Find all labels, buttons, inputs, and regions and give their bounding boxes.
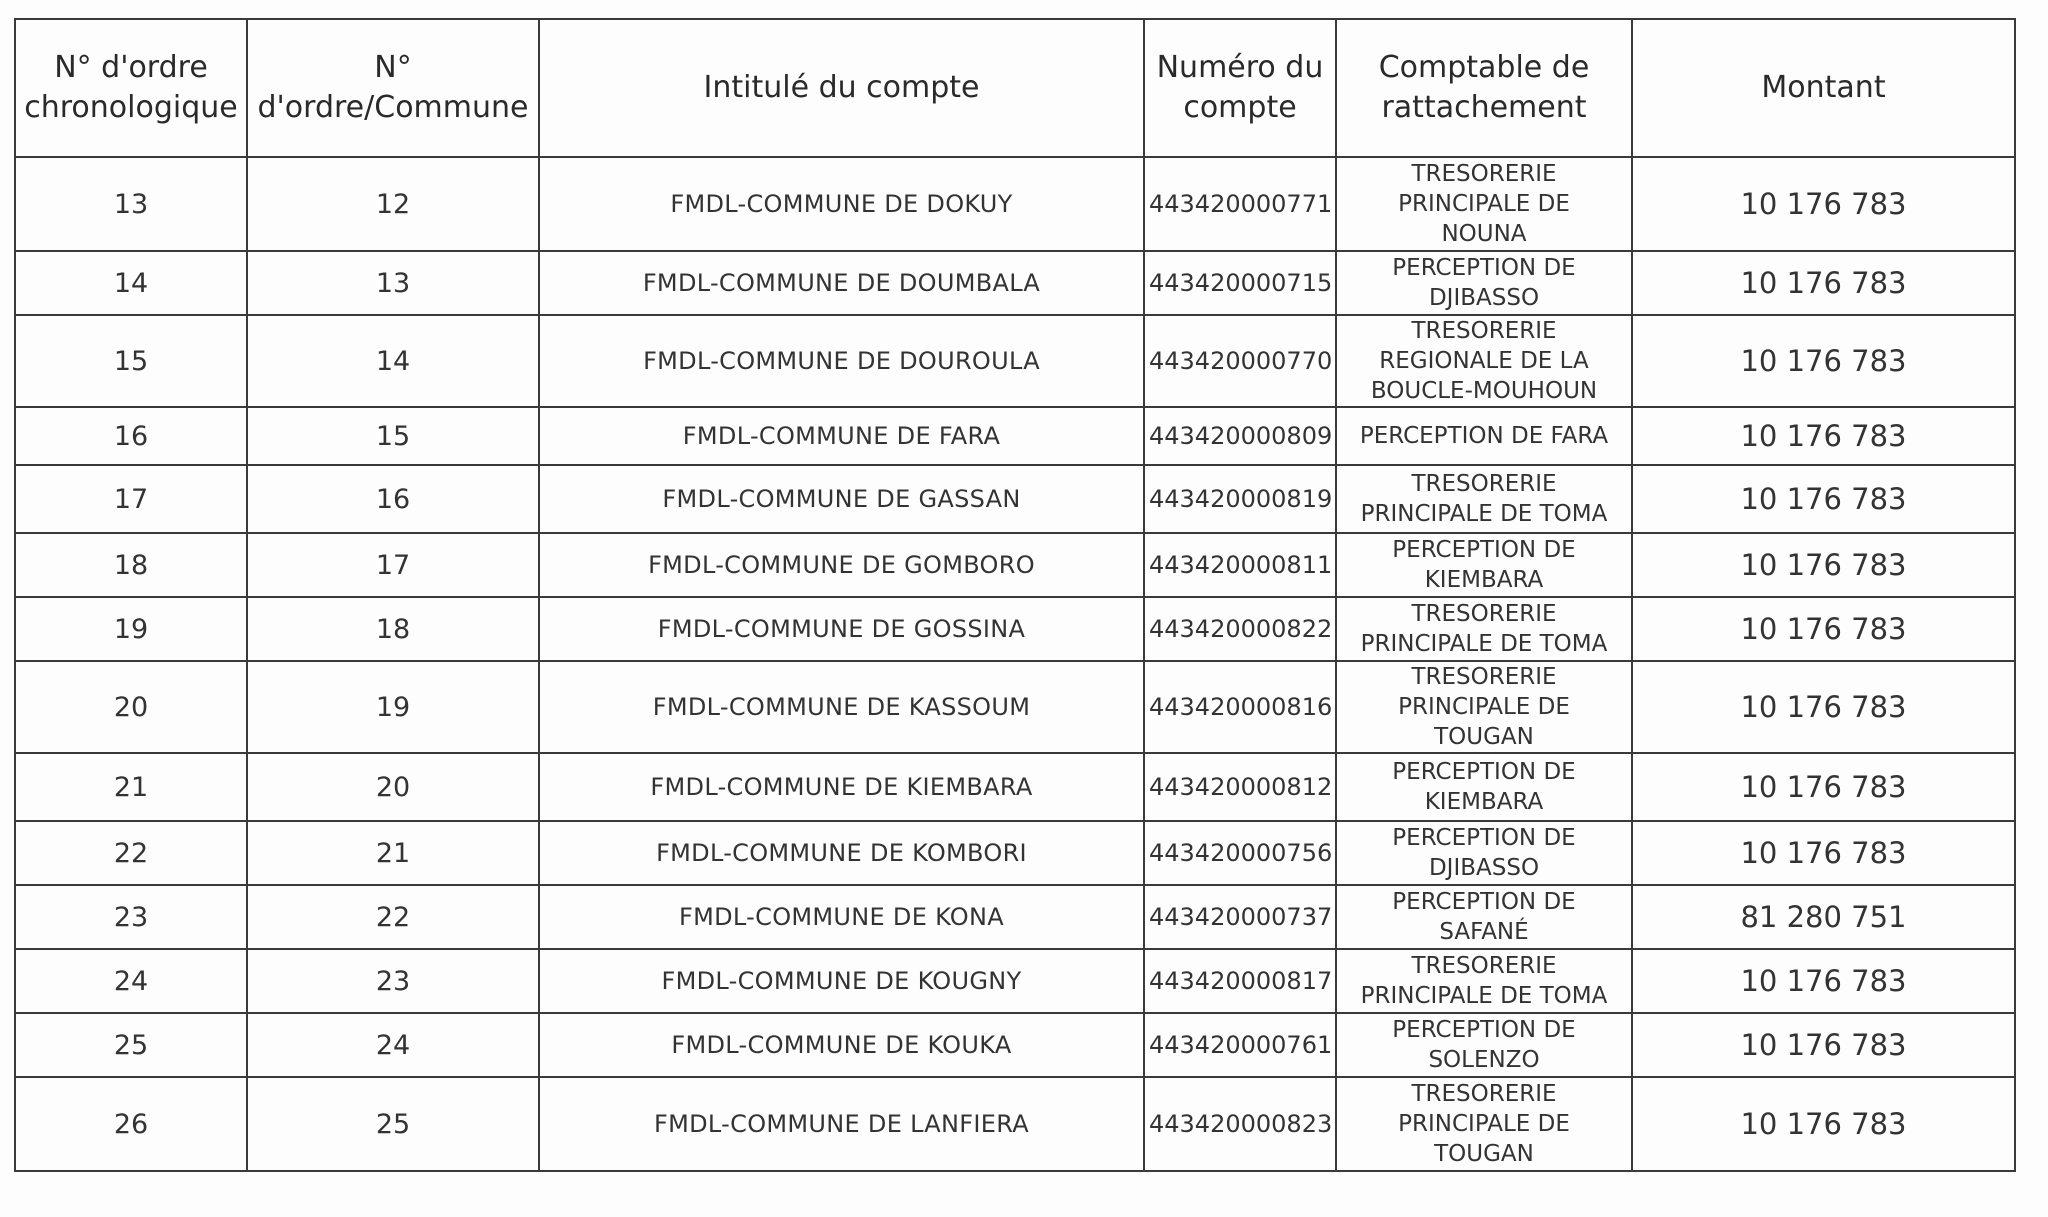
accounts-table — [14, 18, 2016, 1172]
chrono-order-cell: 18 — [15, 533, 247, 597]
table-row — [15, 821, 2015, 885]
comptable-cell — [1336, 821, 1632, 885]
header-number-line2: compte — [1183, 90, 1297, 125]
header-comptable — [1336, 19, 1632, 157]
commune-order-cell: 17 — [247, 533, 539, 597]
comptable-line: TRESORERIE — [1411, 1081, 1557, 1107]
amount-cell: 10 176 783 — [1632, 597, 2015, 661]
chrono-order-cell: 23 — [15, 885, 247, 949]
header-chrono-line2: chronologique — [24, 90, 238, 125]
comptable-line: PERCEPTION DE — [1392, 537, 1576, 563]
comptable-cell — [1336, 315, 1632, 407]
comptable-line: KIEMBARA — [1424, 789, 1544, 815]
table-row — [15, 251, 2015, 315]
account-number-cell: 443420000819 — [1144, 465, 1336, 533]
header-commune-line2: d'ordre/Commune — [257, 90, 529, 125]
comptable-line: KIEMBARA — [1424, 567, 1544, 593]
account-number-cell: 443420000737 — [1144, 885, 1336, 949]
account-number-cell: 443420000816 — [1144, 661, 1336, 753]
table-row — [15, 753, 2015, 821]
header-comptable-line2: rattachement — [1381, 90, 1587, 125]
header-chrono-line1: N° d'ordre — [54, 50, 208, 85]
comptable-cell — [1336, 885, 1632, 949]
comptable-cell — [1336, 1013, 1632, 1077]
account-number-cell: 443420000771 — [1144, 157, 1336, 251]
amount-cell: 81 280 751 — [1632, 885, 2015, 949]
comptable-line: PRINCIPALE DE TOMA — [1360, 501, 1608, 527]
commune-order-cell: 16 — [247, 465, 539, 533]
header-amount: Montant — [1632, 19, 2015, 157]
amount-cell: 10 176 783 — [1632, 157, 2015, 251]
header-row — [15, 19, 2015, 157]
chrono-order-cell: 13 — [15, 157, 247, 251]
table-row — [15, 1077, 2015, 1171]
table-row — [15, 597, 2015, 661]
header-account-title: Intitulé du compte — [539, 19, 1144, 157]
table-row — [15, 949, 2015, 1013]
account-title-cell: FMDL-COMMUNE DE DOUROULA — [539, 315, 1144, 407]
comptable-line: TOUGAN — [1434, 724, 1534, 750]
account-title-cell: FMDL-COMMUNE DE DOUMBALA — [539, 251, 1144, 315]
header-account-number — [1144, 19, 1336, 157]
account-title-cell: FMDL-COMMUNE DE KASSOUM — [539, 661, 1144, 753]
comptable-line: TRESORERIE — [1411, 318, 1557, 344]
header-comptable-line1: Comptable de — [1378, 50, 1590, 85]
comptable-line: TRESORERIE — [1411, 664, 1557, 690]
amount-cell: 10 176 783 — [1632, 1077, 2015, 1171]
chrono-order-cell: 17 — [15, 465, 247, 533]
chrono-order-cell: 21 — [15, 753, 247, 821]
comptable-line: SOLENZO — [1428, 1047, 1540, 1073]
comptable-line: NOUNA — [1441, 221, 1527, 247]
commune-order-cell: 14 — [247, 315, 539, 407]
account-title-cell: FMDL-COMMUNE DE GOMBORO — [539, 533, 1144, 597]
chrono-order-cell: 20 — [15, 661, 247, 753]
chrono-order-cell: 19 — [15, 597, 247, 661]
amount-cell: 10 176 783 — [1632, 533, 2015, 597]
chrono-order-cell: 26 — [15, 1077, 247, 1171]
comptable-line: PRINCIPALE DE — [1398, 694, 1570, 720]
commune-order-cell: 25 — [247, 1077, 539, 1171]
account-title-cell: FMDL-COMMUNE DE KOMBORI — [539, 821, 1144, 885]
table-row — [15, 315, 2015, 407]
comptable-line: PRINCIPALE DE — [1398, 1111, 1570, 1137]
account-number-cell: 443420000715 — [1144, 251, 1336, 315]
commune-order-cell: 23 — [247, 949, 539, 1013]
account-number-cell: 443420000770 — [1144, 315, 1336, 407]
account-title-cell: FMDL-COMMUNE DE KOUKA — [539, 1013, 1144, 1077]
comptable-cell — [1336, 407, 1632, 465]
table-header — [15, 19, 2015, 157]
comptable-line: PERCEPTION DE — [1392, 1017, 1576, 1043]
account-title-cell: FMDL-COMMUNE DE DOKUY — [539, 157, 1144, 251]
comptable-line: PERCEPTION DE — [1392, 759, 1576, 785]
table-row — [15, 885, 2015, 949]
commune-order-cell: 20 — [247, 753, 539, 821]
amount-cell: 10 176 783 — [1632, 1013, 2015, 1077]
commune-order-cell: 24 — [247, 1013, 539, 1077]
table-row — [15, 157, 2015, 251]
comptable-line: TRESORERIE — [1411, 601, 1557, 627]
comptable-line: PERCEPTION DE — [1392, 255, 1576, 281]
comptable-line: DJIBASSO — [1428, 285, 1540, 311]
comptable-cell — [1336, 661, 1632, 753]
chrono-order-cell: 14 — [15, 251, 247, 315]
header-commune-line1: N° — [374, 50, 412, 85]
account-title-cell: FMDL-COMMUNE DE GOSSINA — [539, 597, 1144, 661]
table-row — [15, 1013, 2015, 1077]
comptable-line: PERCEPTION DE — [1392, 889, 1576, 915]
amount-cell: 10 176 783 — [1632, 949, 2015, 1013]
amount-cell: 10 176 783 — [1632, 465, 2015, 533]
amount-cell: 10 176 783 — [1632, 407, 2015, 465]
table-row — [15, 533, 2015, 597]
table-row — [15, 465, 2015, 533]
comptable-line: PRINCIPALE DE TOMA — [1360, 983, 1608, 1009]
comptable-cell — [1336, 251, 1632, 315]
account-number-cell: 443420000756 — [1144, 821, 1336, 885]
chrono-order-cell: 16 — [15, 407, 247, 465]
comptable-line: TRESORERIE — [1411, 471, 1557, 497]
commune-order-cell: 12 — [247, 157, 539, 251]
account-title-cell: FMDL-COMMUNE DE LANFIERA — [539, 1077, 1144, 1171]
chrono-order-cell: 25 — [15, 1013, 247, 1077]
account-title-cell: FMDL-COMMUNE DE FARA — [539, 407, 1144, 465]
header-commune-order — [247, 19, 539, 157]
header-chrono-order — [15, 19, 247, 157]
chrono-order-cell: 22 — [15, 821, 247, 885]
comptable-cell — [1336, 1077, 1632, 1171]
commune-order-cell: 19 — [247, 661, 539, 753]
account-number-cell: 443420000812 — [1144, 753, 1336, 821]
account-number-cell: 443420000809 — [1144, 407, 1336, 465]
comptable-cell — [1336, 533, 1632, 597]
account-number-cell: 443420000822 — [1144, 597, 1336, 661]
chrono-order-cell: 15 — [15, 315, 247, 407]
account-title-cell: FMDL-COMMUNE DE KIEMBARA — [539, 753, 1144, 821]
header-number-line1: Numéro du — [1156, 50, 1324, 85]
commune-order-cell: 22 — [247, 885, 539, 949]
chrono-order-cell: 24 — [15, 949, 247, 1013]
table-row — [15, 407, 2015, 465]
amount-cell: 10 176 783 — [1632, 661, 2015, 753]
table-body — [15, 157, 2015, 1171]
commune-order-cell: 18 — [247, 597, 539, 661]
comptable-cell — [1336, 465, 1632, 533]
comptable-line: PERCEPTION DE FARA — [1359, 423, 1609, 449]
comptable-line: PRINCIPALE DE — [1398, 191, 1570, 217]
amount-cell: 10 176 783 — [1632, 753, 2015, 821]
account-title-cell: FMDL-COMMUNE DE KONA — [539, 885, 1144, 949]
amount-cell: 10 176 783 — [1632, 315, 2015, 407]
table-row — [15, 661, 2015, 753]
comptable-cell — [1336, 949, 1632, 1013]
amount-cell: 10 176 783 — [1632, 821, 2015, 885]
account-number-cell: 443420000811 — [1144, 533, 1336, 597]
commune-order-cell: 15 — [247, 407, 539, 465]
comptable-cell — [1336, 157, 1632, 251]
comptable-line: SAFANÉ — [1439, 919, 1529, 945]
comptable-line: TOUGAN — [1434, 1141, 1534, 1167]
comptable-line: TRESORERIE — [1411, 161, 1557, 187]
account-number-cell: 443420000817 — [1144, 949, 1336, 1013]
account-title-cell: FMDL-COMMUNE DE KOUGNY — [539, 949, 1144, 1013]
comptable-cell — [1336, 753, 1632, 821]
amount-cell: 10 176 783 — [1632, 251, 2015, 315]
account-number-cell: 443420000761 — [1144, 1013, 1336, 1077]
comptable-line: DJIBASSO — [1428, 855, 1540, 881]
comptable-line: PRINCIPALE DE TOMA — [1360, 631, 1608, 657]
comptable-line: TRESORERIE — [1411, 953, 1557, 979]
comptable-cell — [1336, 597, 1632, 661]
commune-order-cell: 13 — [247, 251, 539, 315]
account-number-cell: 443420000823 — [1144, 1077, 1336, 1171]
comptable-line: REGIONALE DE LA — [1379, 348, 1589, 374]
comptable-line: BOUCLE-MOUHOUN — [1370, 378, 1598, 404]
commune-order-cell: 21 — [247, 821, 539, 885]
account-title-cell: FMDL-COMMUNE DE GASSAN — [539, 465, 1144, 533]
comptable-line: PERCEPTION DE — [1392, 825, 1576, 851]
